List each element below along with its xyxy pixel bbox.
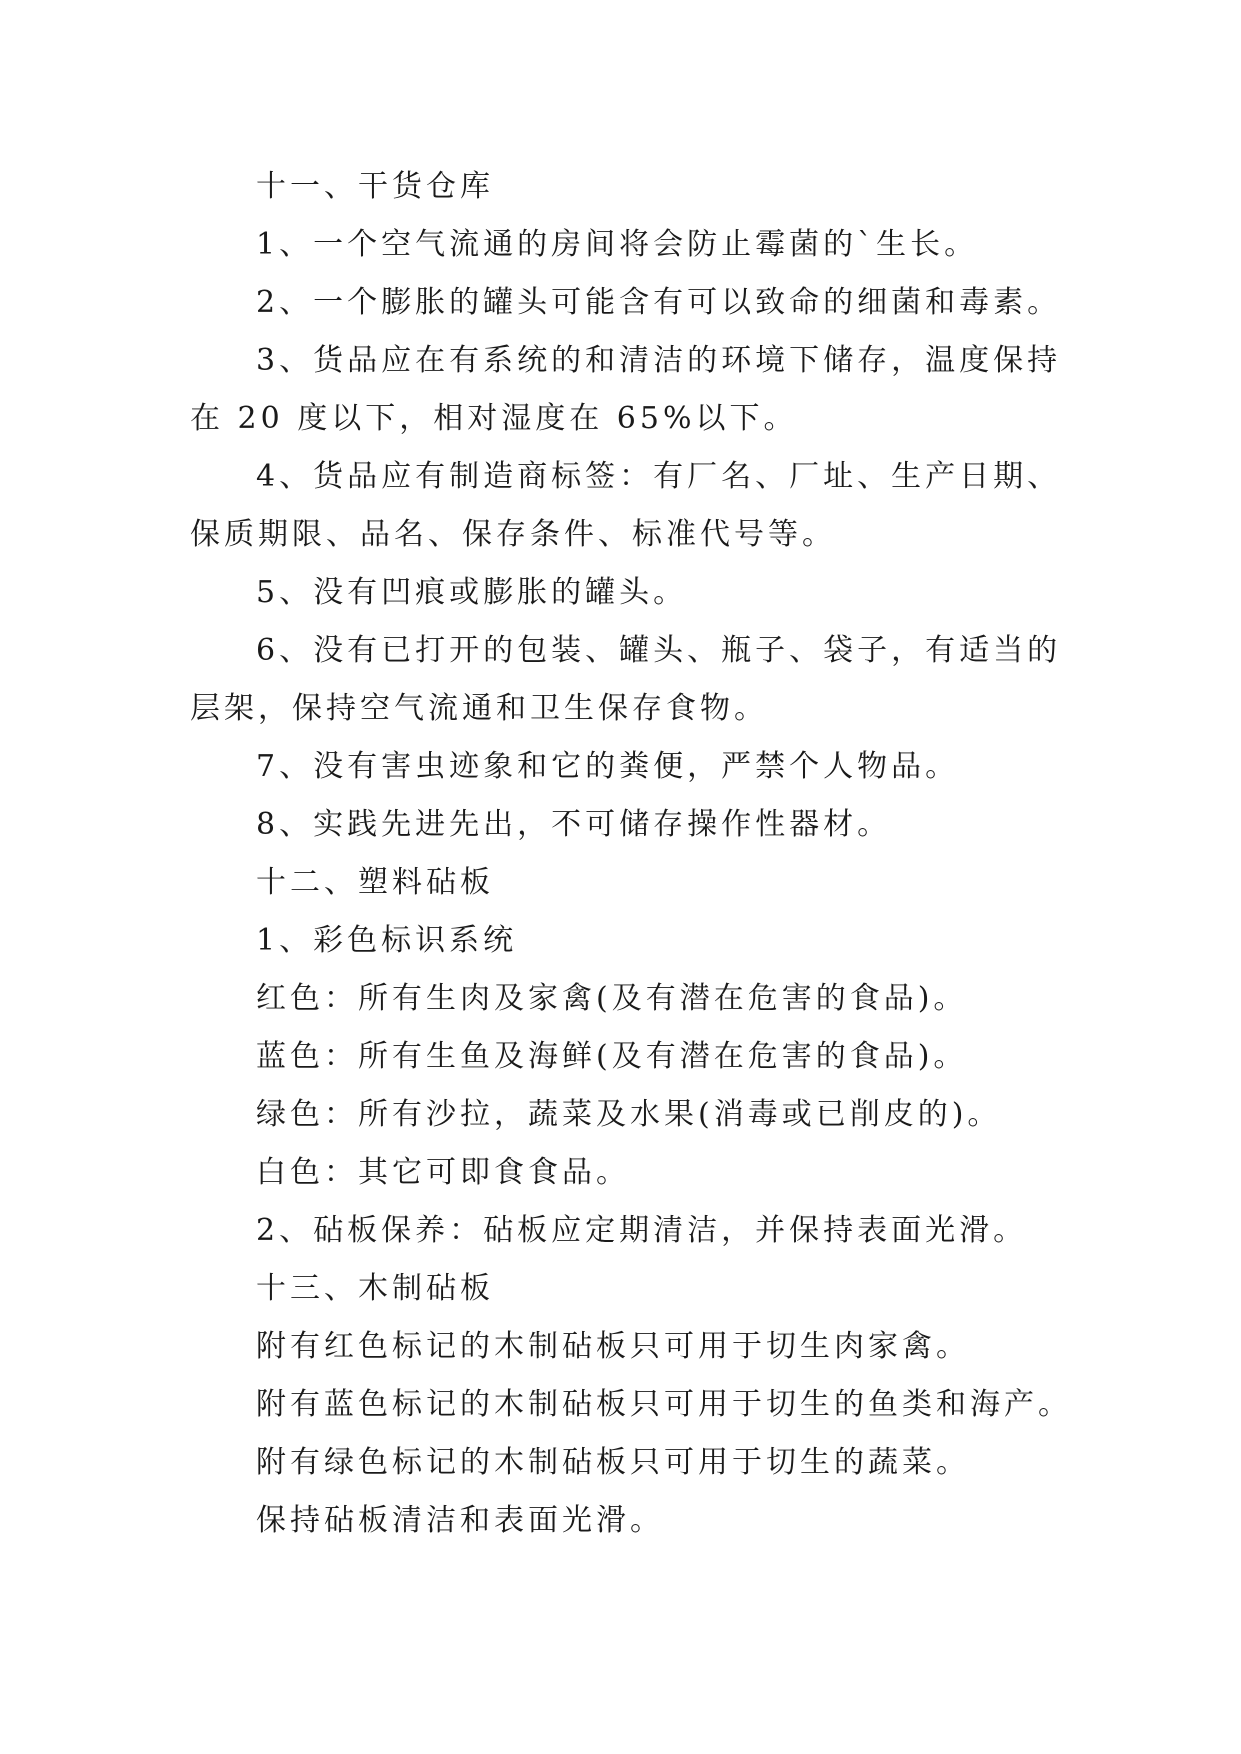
section-heading-wooden-cutting-board: 十三、木制砧板: [256, 1271, 494, 1306]
paragraph-line: 1、彩色标识系统: [256, 923, 518, 958]
paragraph-line: 8、实践先进先出，不可储存操作性器材。: [256, 807, 892, 842]
paragraph-line: 附有蓝色标记的木制砧板只可用于切生的鱼类和海产。: [256, 1387, 1072, 1422]
paragraph-line: 白色：其它可即食食品。: [256, 1155, 630, 1190]
paragraph-line: 附有绿色标记的木制砧板只可用于切生的蔬菜。: [256, 1445, 970, 1480]
paragraph-line: 2、一个膨胀的罐头可能含有可以致命的细菌和毒素。: [256, 285, 1062, 320]
paragraph-line: 1、一个空气流通的房间将会防止霉菌的`生长。: [256, 227, 979, 262]
paragraph-line: 6、没有已打开的包装、罐头、瓶子、袋子，有适当的: [256, 633, 1062, 668]
paragraph-line: 蓝色：所有生鱼及海鲜(及有潜在危害的食品)。: [256, 1039, 968, 1074]
paragraph-line: 层架，保持空气流通和卫生保存食物。: [190, 691, 768, 726]
paragraph-line: 红色：所有生肉及家禽(及有潜在危害的食品)。: [256, 981, 968, 1016]
paragraph-line: 附有红色标记的木制砧板只可用于切生肉家禽。: [256, 1329, 970, 1364]
paragraph-line: 7、没有害虫迹象和它的粪便，严禁个人物品。: [256, 749, 960, 784]
section-heading-plastic-cutting-board: 十二、塑料砧板: [256, 865, 494, 900]
paragraph-line: 保持砧板清洁和表面光滑。: [256, 1503, 664, 1538]
paragraph-line: 4、货品应有制造商标签：有厂名、厂址、生产日期、: [256, 459, 1062, 494]
paragraph-line: 5、没有凹痕或膨胀的罐头。: [256, 575, 688, 610]
paragraph-line: 在 20 度以下，相对湿度在 65%以下。: [190, 401, 798, 436]
paragraph-line: 2、砧板保养：砧板应定期清洁，并保持表面光滑。: [256, 1213, 1028, 1248]
paragraph-line: 保质期限、品名、保存条件、标准代号等。: [190, 517, 836, 552]
section-heading-dry-goods-warehouse: 十一、干货仓库: [256, 169, 494, 204]
paragraph-line: 绿色：所有沙拉，蔬菜及水果(消毒或已削皮的)。: [256, 1097, 1002, 1132]
paragraph-line: 3、货品应在有系统的和清洁的环境下储存，温度保持: [256, 343, 1062, 378]
